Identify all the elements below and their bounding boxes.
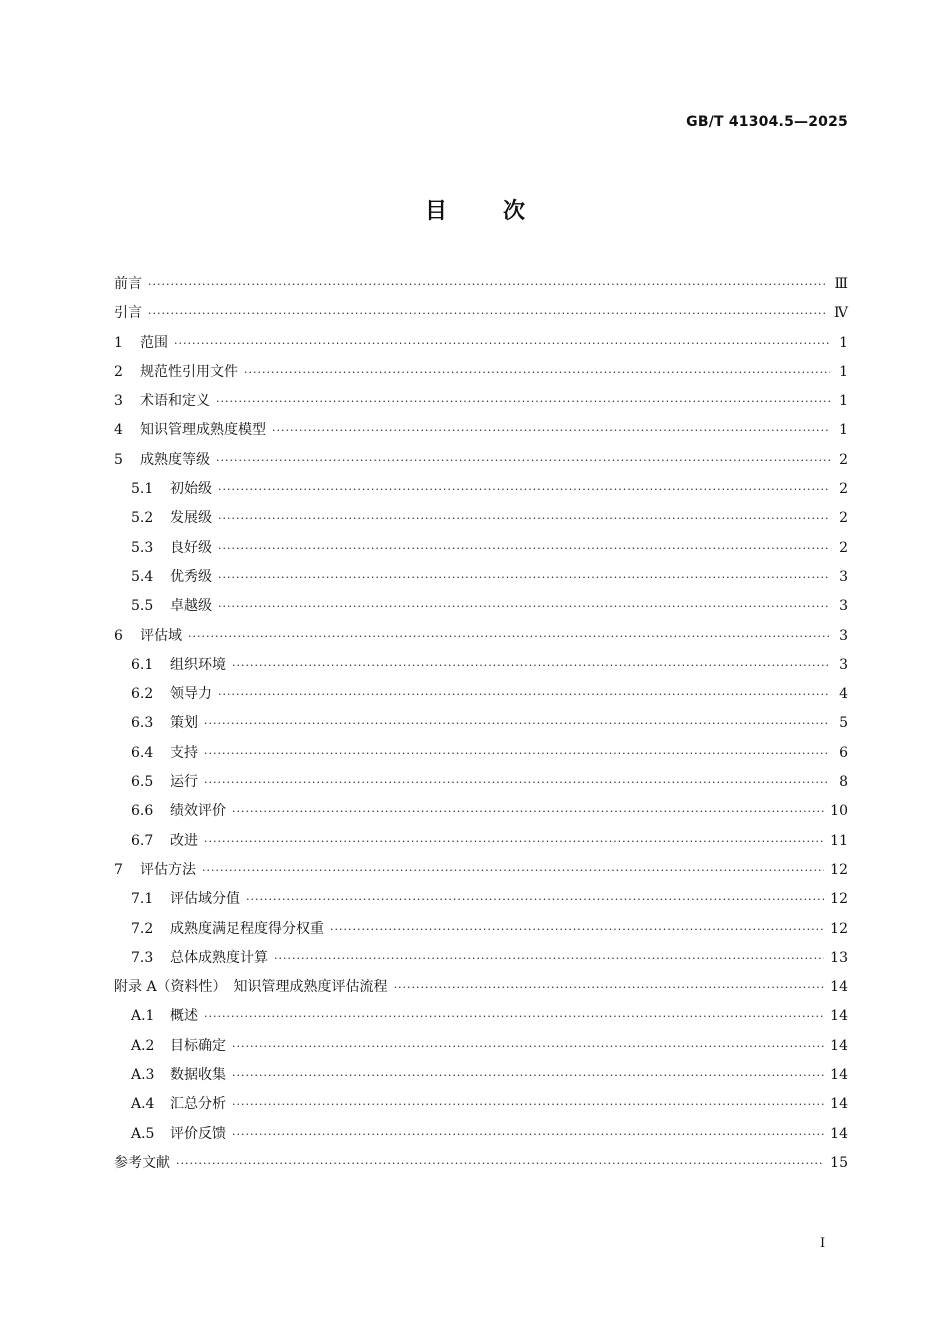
toc-entry[interactable] [114, 622, 848, 651]
toc-entry-label: 知识管理成熟度模型 [140, 422, 266, 439]
toc-entry-label: 良好级 [170, 539, 212, 556]
toc-entry-page: 10 [830, 803, 848, 820]
toc-entry-label: 引言 [114, 305, 142, 322]
dot-leader [330, 915, 824, 944]
table-of-contents [114, 270, 848, 1178]
toc-entry-page: 1 [839, 363, 848, 380]
toc-entry-page: 1 [839, 393, 848, 410]
toc-entry-page: 14 [830, 1067, 848, 1084]
toc-entry[interactable] [114, 387, 848, 416]
toc-entry-number: 6.3 [131, 715, 154, 732]
toc-entry-label: 汇总分析 [170, 1096, 226, 1113]
toc-entry[interactable] [114, 1061, 848, 1090]
toc-entry[interactable] [114, 651, 848, 680]
dot-leader [272, 416, 830, 445]
dot-leader [204, 768, 830, 797]
dot-leader [246, 885, 824, 914]
toc-entry-page: 14 [830, 1125, 848, 1142]
toc-entry-page: 2 [839, 510, 848, 527]
dot-leader [176, 1149, 824, 1178]
standard-code: GB/T 41304.5—2025 [686, 114, 848, 130]
dot-leader [202, 856, 824, 885]
toc-entry[interactable] [114, 1149, 848, 1178]
dot-leader [244, 358, 830, 387]
page-title-part1: 目 [424, 199, 447, 224]
toc-entry-page: Ⅲ [834, 276, 848, 292]
toc-entry[interactable] [114, 358, 848, 387]
toc-entry-label: 概述 [170, 1008, 198, 1025]
toc-entry-label: 评估域 [140, 627, 182, 644]
toc-entry-number: 7.2 [131, 920, 154, 937]
toc-entry-number: 7 [114, 861, 123, 878]
dot-leader [216, 446, 830, 475]
toc-entry-page: 11 [830, 832, 848, 849]
dot-leader [232, 1061, 824, 1090]
page-number: Ⅰ [820, 1236, 826, 1251]
toc-entry-label: 成熟度满足程度得分权重 [170, 920, 324, 937]
toc-entry[interactable] [114, 739, 848, 768]
toc-entry-page: 12 [830, 920, 848, 937]
toc-entry-label: 改进 [170, 832, 198, 849]
toc-entry[interactable] [114, 563, 848, 592]
toc-entry-number: 5 [114, 451, 123, 468]
toc-entry-page: 3 [839, 627, 848, 644]
toc-entry-page: 2 [839, 539, 848, 556]
dot-leader [218, 563, 830, 592]
toc-entry-page: 3 [839, 656, 848, 673]
toc-entry[interactable] [114, 416, 848, 445]
toc-entry[interactable] [114, 827, 848, 856]
toc-entry-number: 6 [114, 627, 123, 644]
toc-entry[interactable] [114, 270, 848, 299]
dot-leader [204, 709, 830, 738]
toc-entry-page: 12 [830, 861, 848, 878]
toc-entry-page: 14 [830, 1096, 848, 1113]
dot-leader [188, 622, 830, 651]
toc-entry[interactable] [114, 797, 848, 826]
page-title [0, 194, 950, 225]
toc-entry-label: 数据收集 [170, 1067, 226, 1084]
toc-entry[interactable] [114, 944, 848, 973]
toc-entry[interactable] [114, 680, 848, 709]
toc-entry-number: 5.5 [131, 598, 154, 615]
toc-entry-number: 2 [114, 363, 123, 380]
toc-entry[interactable] [114, 856, 848, 885]
dot-leader [232, 1032, 824, 1061]
dot-leader [174, 329, 830, 358]
toc-entry[interactable] [114, 1032, 848, 1061]
dot-leader [218, 504, 830, 533]
toc-entry-label: 绩效评价 [170, 803, 226, 820]
toc-entry-label: 成熟度等级 [140, 451, 210, 468]
toc-entry-label: 目标确定 [170, 1037, 226, 1054]
toc-entry[interactable] [114, 973, 848, 1002]
toc-entry-number: 6.5 [131, 774, 154, 791]
dot-leader [218, 475, 830, 504]
dot-leader [232, 1090, 824, 1119]
toc-entry-page: 2 [839, 481, 848, 498]
toc-entry-page: 3 [839, 598, 848, 615]
dot-leader [232, 1120, 824, 1149]
toc-entry-label: 附录 A（资料性） 知识管理成熟度评估流程 [114, 979, 388, 996]
toc-entry[interactable] [114, 885, 848, 914]
toc-entry-number: 6.7 [131, 832, 154, 849]
dot-leader [232, 797, 824, 826]
toc-entry-label: 总体成熟度计算 [170, 949, 268, 966]
toc-entry[interactable] [114, 1090, 848, 1119]
toc-entry-label: 卓越级 [170, 598, 212, 615]
toc-entry-label: 初始级 [170, 481, 212, 498]
toc-entry-number: 5.4 [131, 568, 154, 585]
toc-entry-number: 6.1 [131, 656, 154, 673]
dot-leader [216, 387, 830, 416]
toc-entry-page: 2 [839, 451, 848, 468]
toc-entry-number: 4 [114, 422, 123, 439]
dot-leader [204, 739, 830, 768]
toc-entry-number: 6.6 [131, 803, 154, 820]
toc-entry-number: A.5 [131, 1125, 155, 1142]
dot-leader [148, 270, 828, 299]
toc-entry-number: A.1 [131, 1008, 155, 1025]
toc-entry[interactable] [114, 446, 848, 475]
dot-leader [232, 651, 830, 680]
toc-entry-label: 术语和定义 [140, 393, 210, 410]
toc-entry-number: 7.3 [131, 949, 154, 966]
toc-entry[interactable] [114, 1002, 848, 1031]
dot-leader [218, 592, 830, 621]
toc-entry-label: 评估域分值 [170, 891, 240, 908]
toc-entry-label: 运行 [170, 774, 198, 791]
dot-leader [204, 1002, 824, 1031]
toc-entry[interactable] [114, 768, 848, 797]
toc-entry[interactable] [114, 915, 848, 944]
toc-entry-number: A.4 [131, 1096, 155, 1113]
toc-entry-number: 3 [114, 393, 123, 410]
toc-entry[interactable] [114, 299, 848, 328]
dot-leader [274, 944, 824, 973]
toc-entry[interactable] [114, 1120, 848, 1149]
toc-entry-page: 14 [830, 1037, 848, 1054]
toc-entry-label: 规范性引用文件 [140, 363, 238, 380]
dot-leader [218, 680, 830, 709]
dot-leader [148, 299, 828, 328]
dot-leader [218, 534, 830, 563]
toc-entry-page: 1 [839, 422, 848, 439]
toc-entry-label: 领导力 [170, 686, 212, 703]
toc-entry-page: 1 [839, 334, 848, 351]
toc-entry-label: 评估方法 [140, 861, 196, 878]
toc-entry-number: 6.4 [131, 744, 154, 761]
page-title-part2: 次 [503, 199, 526, 224]
toc-entry[interactable] [114, 592, 848, 621]
toc-entry-label: 前言 [114, 276, 142, 292]
dot-leader [204, 827, 824, 856]
toc-entry[interactable] [114, 329, 848, 358]
toc-entry-number: 1 [114, 334, 123, 351]
toc-entry-label: 组织环境 [170, 656, 226, 673]
toc-entry-page: 14 [830, 1008, 848, 1025]
toc-entry-page: 13 [830, 949, 848, 966]
toc-entry-page: 3 [839, 568, 848, 585]
toc-entry-page: 15 [830, 1154, 848, 1171]
toc-entry-page: 5 [839, 715, 848, 732]
toc-entry-label: 策划 [170, 715, 198, 732]
toc-entry-number: 5.3 [131, 539, 154, 556]
dot-leader [394, 973, 825, 1002]
toc-entry-label: 发展级 [170, 510, 212, 527]
toc-entry-label: 优秀级 [170, 568, 212, 585]
toc-entry-label: 支持 [170, 744, 198, 761]
toc-entry-label: 评价反馈 [170, 1125, 226, 1142]
toc-entry-label: 范围 [140, 334, 168, 351]
toc-entry-number: A.3 [131, 1067, 155, 1084]
toc-entry-number: 5.1 [131, 481, 154, 498]
toc-entry-number: 7.1 [131, 891, 154, 908]
toc-entry[interactable] [114, 475, 848, 504]
toc-entry-page: Ⅳ [834, 305, 848, 322]
toc-entry-number: 5.2 [131, 510, 154, 527]
toc-entry-page: 8 [839, 774, 848, 791]
toc-entry-label: 参考文献 [114, 1154, 170, 1171]
toc-entry-page: 12 [830, 891, 848, 908]
toc-entry-number: 6.2 [131, 686, 154, 703]
toc-entry-number: A.2 [131, 1037, 155, 1054]
toc-entry[interactable] [114, 534, 848, 563]
toc-entry-page: 6 [839, 744, 848, 761]
toc-entry[interactable] [114, 504, 848, 533]
toc-entry[interactable] [114, 709, 848, 738]
toc-entry-page: 4 [839, 686, 848, 703]
toc-entry-page: 14 [830, 979, 848, 996]
